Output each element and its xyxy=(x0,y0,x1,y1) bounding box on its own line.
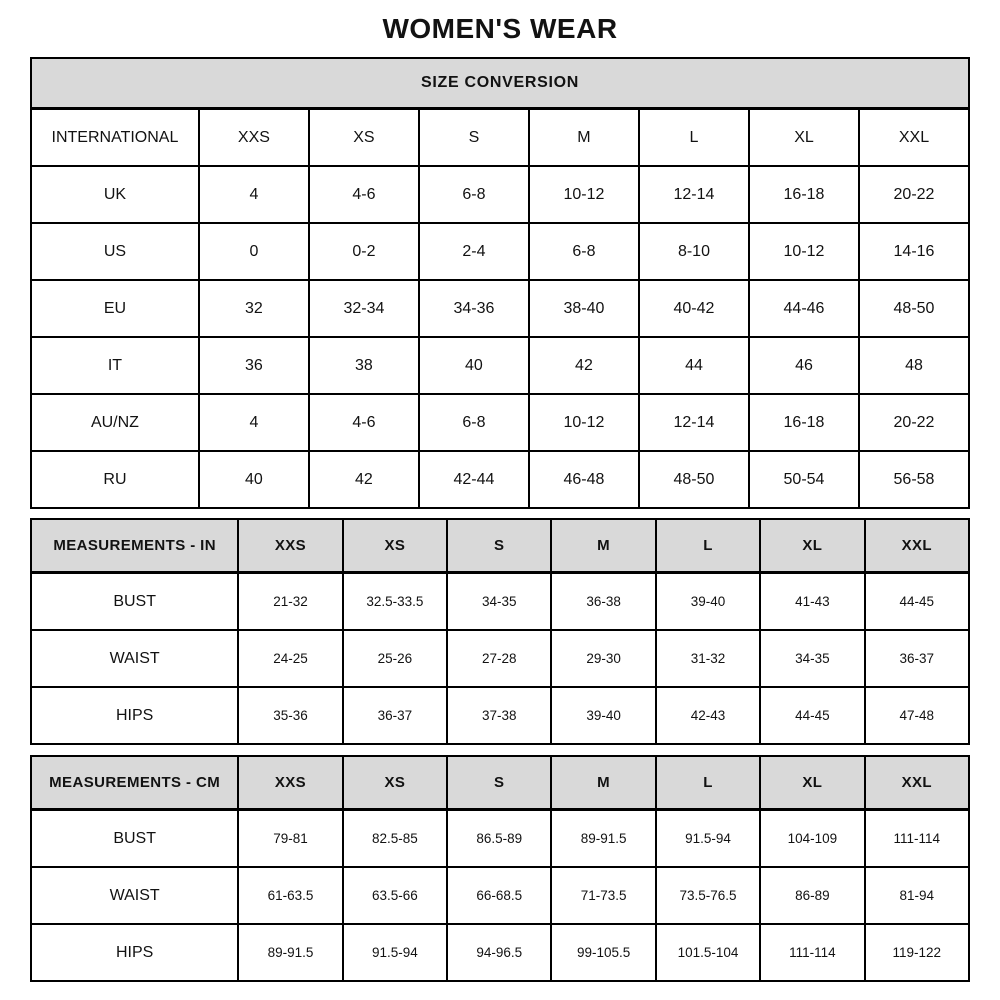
size-value-cell: 46 xyxy=(749,337,859,394)
measurement-value-cell: 37-38 xyxy=(447,687,551,744)
table-row xyxy=(31,109,969,167)
size-value-cell: 2-4 xyxy=(419,223,529,280)
row-label: EU xyxy=(31,280,199,337)
size-value-cell: 0 xyxy=(199,223,309,280)
measurement-value-cell: 42-43 xyxy=(656,687,760,744)
measurement-value-cell: 44-45 xyxy=(760,687,864,744)
row-label: AU/NZ xyxy=(31,394,199,451)
row-label: BUST xyxy=(31,573,238,631)
table-row xyxy=(31,337,969,394)
measurement-value-cell: 31-32 xyxy=(656,630,760,687)
measurement-value-cell: 44-45 xyxy=(865,573,969,631)
size-header-cell: XXS xyxy=(238,519,342,573)
measurement-value-cell: 111-114 xyxy=(865,810,969,868)
size-header-cell: XXS xyxy=(199,109,309,167)
size-header-cell: S xyxy=(419,109,529,167)
size-value-cell: 8-10 xyxy=(639,223,749,280)
table-row xyxy=(31,451,969,508)
measurement-value-cell: 21-32 xyxy=(238,573,342,631)
measurement-value-cell: 94-96.5 xyxy=(447,924,551,981)
measurement-value-cell: 66-68.5 xyxy=(447,867,551,924)
size-value-cell: 4-6 xyxy=(309,166,419,223)
size-value-cell: 6-8 xyxy=(419,394,529,451)
size-value-cell: 42 xyxy=(309,451,419,508)
measurement-value-cell: 47-48 xyxy=(865,687,969,744)
size-value-cell: 12-14 xyxy=(639,394,749,451)
measurement-value-cell: 27-28 xyxy=(447,630,551,687)
size-value-cell: 10-12 xyxy=(529,394,639,451)
measurement-value-cell: 104-109 xyxy=(760,810,864,868)
measurement-value-cell: 91.5-94 xyxy=(343,924,447,981)
measurement-value-cell: 36-37 xyxy=(343,687,447,744)
measurement-value-cell: 41-43 xyxy=(760,573,864,631)
size-value-cell: 16-18 xyxy=(749,166,859,223)
size-value-cell: 44-46 xyxy=(749,280,859,337)
measurements-in-table xyxy=(30,518,970,745)
row-label: HIPS xyxy=(31,687,238,744)
measurement-value-cell: 25-26 xyxy=(343,630,447,687)
size-value-cell: 20-22 xyxy=(859,166,969,223)
row-label: UK xyxy=(31,166,199,223)
measurement-value-cell: 82.5-85 xyxy=(343,810,447,868)
row-label: INTERNATIONAL xyxy=(31,109,199,167)
size-value-cell: 38-40 xyxy=(529,280,639,337)
size-value-cell: 4 xyxy=(199,166,309,223)
size-header-cell: M xyxy=(529,109,639,167)
size-value-cell: 4 xyxy=(199,394,309,451)
table-row xyxy=(31,394,969,451)
measurement-value-cell: 39-40 xyxy=(656,573,760,631)
size-value-cell: 44 xyxy=(639,337,749,394)
row-label: BUST xyxy=(31,810,238,868)
row-label: WAIST xyxy=(31,867,238,924)
size-value-cell: 48-50 xyxy=(639,451,749,508)
table-row xyxy=(31,223,969,280)
measurement-value-cell: 39-40 xyxy=(551,687,655,744)
size-value-cell: 38 xyxy=(309,337,419,394)
table-row xyxy=(31,630,969,687)
size-conversion-table xyxy=(30,57,970,509)
measurement-value-cell: 119-122 xyxy=(865,924,969,981)
size-value-cell: 10-12 xyxy=(529,166,639,223)
measurements-cm-table xyxy=(30,755,970,982)
table-row xyxy=(31,756,969,810)
size-value-cell: 40 xyxy=(199,451,309,508)
measurement-value-cell: 91.5-94 xyxy=(656,810,760,868)
table-row xyxy=(31,280,969,337)
measurement-value-cell: 101.5-104 xyxy=(656,924,760,981)
measurement-value-cell: 86-89 xyxy=(760,867,864,924)
size-value-cell: 40 xyxy=(419,337,529,394)
measurement-value-cell: 86.5-89 xyxy=(447,810,551,868)
measurement-value-cell: 71-73.5 xyxy=(551,867,655,924)
size-value-cell: 16-18 xyxy=(749,394,859,451)
measurement-value-cell: 89-91.5 xyxy=(551,810,655,868)
size-value-cell: 46-48 xyxy=(529,451,639,508)
size-header-cell: XS xyxy=(343,519,447,573)
size-header-cell: XXL xyxy=(859,109,969,167)
table-row xyxy=(31,687,969,744)
measurement-value-cell: 79-81 xyxy=(238,810,342,868)
size-header-cell: XL xyxy=(760,519,864,573)
measurement-value-cell: 81-94 xyxy=(865,867,969,924)
measurement-value-cell: 36-37 xyxy=(865,630,969,687)
size-value-cell: 36 xyxy=(199,337,309,394)
size-header-cell: XXL xyxy=(865,519,969,573)
size-value-cell: 20-22 xyxy=(859,394,969,451)
size-conversion-banner: SIZE CONVERSION xyxy=(31,58,969,109)
row-label: IT xyxy=(31,337,199,394)
measurement-value-cell: 35-36 xyxy=(238,687,342,744)
size-value-cell: 14-16 xyxy=(859,223,969,280)
table-row xyxy=(31,810,969,868)
size-header-cell: XXL xyxy=(865,756,969,810)
size-header-cell: L xyxy=(656,756,760,810)
measurement-value-cell: 63.5-66 xyxy=(343,867,447,924)
table-row xyxy=(31,924,969,981)
size-value-cell: 32-34 xyxy=(309,280,419,337)
row-label: US xyxy=(31,223,199,280)
size-value-cell: 56-58 xyxy=(859,451,969,508)
measurement-value-cell: 36-38 xyxy=(551,573,655,631)
measurement-value-cell: 34-35 xyxy=(447,573,551,631)
size-value-cell: 10-12 xyxy=(749,223,859,280)
measurements-cm-header: MEASUREMENTS - CM xyxy=(31,756,238,810)
row-label: RU xyxy=(31,451,199,508)
size-value-cell: 32 xyxy=(199,280,309,337)
size-value-cell: 48-50 xyxy=(859,280,969,337)
size-header-cell: S xyxy=(447,519,551,573)
table-row xyxy=(31,519,969,573)
size-header-cell: XS xyxy=(343,756,447,810)
size-header-cell: L xyxy=(656,519,760,573)
size-value-cell: 40-42 xyxy=(639,280,749,337)
measurement-value-cell: 34-35 xyxy=(760,630,864,687)
measurement-value-cell: 99-105.5 xyxy=(551,924,655,981)
row-label: HIPS xyxy=(31,924,238,981)
page-title: WOMEN'S WEAR xyxy=(382,13,618,44)
row-label: WAIST xyxy=(31,630,238,687)
size-header-cell: XL xyxy=(760,756,864,810)
size-header-cell: M xyxy=(551,519,655,573)
measurement-value-cell: 29-30 xyxy=(551,630,655,687)
size-value-cell: 48 xyxy=(859,337,969,394)
measurement-value-cell: 73.5-76.5 xyxy=(656,867,760,924)
measurement-value-cell: 32.5-33.5 xyxy=(343,573,447,631)
size-value-cell: 42 xyxy=(529,337,639,394)
size-value-cell: 42-44 xyxy=(419,451,529,508)
measurement-value-cell: 61-63.5 xyxy=(238,867,342,924)
size-header-cell: XS xyxy=(309,109,419,167)
size-value-cell: 12-14 xyxy=(639,166,749,223)
measurements-in-header: MEASUREMENTS - IN xyxy=(31,519,238,573)
table-row xyxy=(31,58,969,109)
measurement-value-cell: 24-25 xyxy=(238,630,342,687)
table-row xyxy=(31,573,969,631)
size-value-cell: 6-8 xyxy=(419,166,529,223)
size-value-cell: 34-36 xyxy=(419,280,529,337)
size-value-cell: 6-8 xyxy=(529,223,639,280)
table-row xyxy=(31,867,969,924)
size-header-cell: XXS xyxy=(238,756,342,810)
table-row xyxy=(31,166,969,223)
measurement-value-cell: 89-91.5 xyxy=(238,924,342,981)
size-header-cell: L xyxy=(639,109,749,167)
size-value-cell: 50-54 xyxy=(749,451,859,508)
size-header-cell: XL xyxy=(749,109,859,167)
measurement-value-cell: 111-114 xyxy=(760,924,864,981)
size-value-cell: 4-6 xyxy=(309,394,419,451)
size-header-cell: S xyxy=(447,756,551,810)
size-header-cell: M xyxy=(551,756,655,810)
size-value-cell: 0-2 xyxy=(309,223,419,280)
